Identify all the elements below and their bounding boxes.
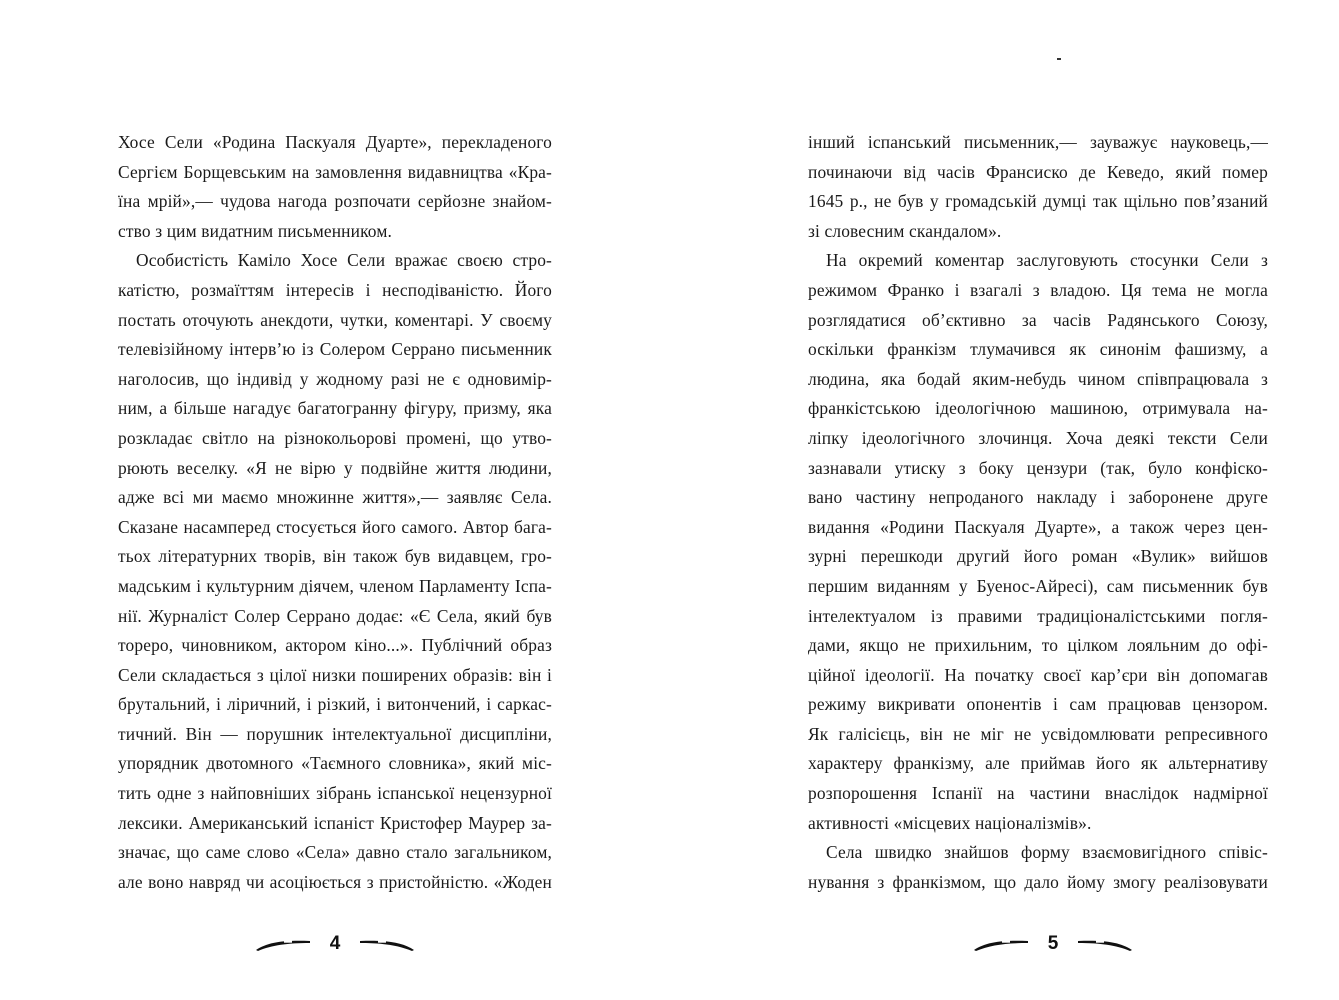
text-line: характеру франкізму, але приймав його як альтернативу (808, 753, 1268, 774)
text-line: франкістською ідеологічною машиною, отримувала на- (808, 398, 1268, 419)
text-line: наголосив, що індивід у жодному разі не є одновимір- (118, 368, 552, 389)
text-line: зазнавали утиску з боку цензури (так, було конфіско- (808, 457, 1268, 478)
text-line: мадським і культурним діячем, членом Парламенту Іспа- (118, 575, 552, 596)
text-line: їна мрій»,— чудова нагода розпочати серйозне знайом- (118, 191, 552, 212)
text-line: ційної ідеології. На початку своєї кар’єри він допомагав (808, 664, 1268, 685)
page-number: 5 (1047, 933, 1059, 954)
text-line: ним, а більше нагадує багатогранну фігуру, призму, яка (118, 398, 552, 419)
page-number: 4 (329, 933, 341, 954)
text-line: ліпку ідеологічного злочинця. Хоча деякі тексти Сели (808, 427, 1268, 448)
text-line: людина, яка бодай яким-небудь чином співпрацювала з (808, 368, 1268, 389)
text-line: катістю, розмаїттям інтересів і несподіваністю. Його (118, 279, 552, 300)
text-line: першим виданням у Буенос-Айресі), сам письменник був (808, 575, 1268, 596)
text-line: видання «Родини Паскуаля Дуарте», а також через цен- (808, 516, 1268, 537)
scan-speck (1057, 58, 1061, 60)
text-line: Хосе Сели «Родина Паскуаля Дуарте», перекладеного (118, 132, 552, 152)
left-page-folio (250, 927, 420, 961)
text-line: телевізійному інтерв’ю із Солером Серрано письменник (118, 339, 552, 360)
swash-flourish-icon (358, 936, 416, 952)
text-line: дами, якщо не прихильним, то цілком лояльним до офі- (808, 635, 1268, 656)
right-page (808, 128, 1268, 897)
text-line: тичний. Він — порушник інтелектуальної дисципліни, (118, 723, 552, 744)
text-line: тьох літературних творів, він також був видавцем, гро- (118, 546, 552, 567)
text-line: зурні перешкоди другий його роман «Вулик» вийшов (808, 546, 1268, 567)
text-line: Особистість Каміло Хосе Сели вражає своєю стро- (136, 250, 552, 271)
text-line: режимом Франко і взагалі з владою. Ця тема не могла (808, 279, 1268, 300)
left-page (118, 128, 552, 897)
text-line: розкладає світло на різнокольорові промені, що утво- (118, 427, 552, 448)
swash-flourish-icon (254, 936, 312, 952)
text-line: Як галісієць, він не міг не усвідомлювати репресивного (808, 723, 1268, 744)
text-line: нування з франкізмом, що дало йому змогу реалізовувати (808, 871, 1268, 892)
text-line: зі словесним скандалом». (808, 220, 1002, 241)
text-line: режиму викривати опонентів і сам працював цензором. (808, 694, 1268, 715)
text-line: лексики. Американський іспаніст Кристофер Маурер за- (118, 812, 552, 833)
text-line: вано частину непроданого накладу і заборонене друге (808, 487, 1268, 508)
text-line: постать оточують анекдоти, чутки, коментарі. У своєму (118, 309, 552, 330)
text-line: тить одне з найповніших зібрань іспанської нецензурної (118, 783, 552, 804)
text-line: нії. Журналіст Солер Серрано додає: «Є Села, який був (118, 605, 552, 626)
text-line: ство з цим видатним письменником. (118, 220, 392, 241)
text-line: значає, що саме слово «Села» давно стало загальником, (118, 842, 552, 863)
text-line: Села швидко знайшов форму взаємовигідного співіс- (826, 842, 1268, 863)
text-line: інтелектуалом із правими традиціоналістськими погля- (808, 605, 1268, 626)
text-line: розглядатися об’єктивно за часів Радянського Союзу, (808, 309, 1268, 330)
text-line: брутальний, і ліричний, і різкий, і витончений, і саркас- (118, 694, 552, 715)
text-line: рюють веселку. «Я не вірю у подвійне життя людини, (118, 457, 552, 478)
text-line: упорядник двотомного «Таємного словника», який міс- (118, 753, 552, 774)
text-line: розпорошення Іспанії на частини внаслідок надмірної (808, 783, 1268, 804)
text-line: активності «місцевих націоналізмів». (808, 812, 1092, 833)
right-page-folio (968, 927, 1138, 961)
text-line: 1645 р., не був у громадській думці так щільно пов’язаний (808, 191, 1268, 212)
text-line: адже всі ми маємо множинне життя»,— заявляє Села. (118, 487, 552, 508)
text-line: але воно навряд чи асоціюється з пристойністю. «Жоден (118, 871, 552, 892)
text-line: На окремий коментар заслуговують стосунки Сели з (826, 250, 1268, 271)
text-line: тореро, чиновником, актором кіно...». Публічний образ (118, 635, 552, 656)
text-line: Сергієм Борщевським на замовлення видавництва «Кра- (118, 161, 552, 182)
text-line: оскільки франкізм тлумачився як синонім фашизму, а (808, 339, 1268, 360)
text-line: інший іспанський письменник,— зауважує науковець,— (808, 132, 1268, 152)
text-line: починаючи від часів Франсиско де Кеведо, який помер (808, 161, 1268, 182)
swash-flourish-icon (1076, 936, 1134, 952)
swash-flourish-icon (972, 936, 1030, 952)
text-line: Сели складається з цілої низки поширених образів: він і (118, 664, 552, 685)
text-line: Сказане насамперед стосується його самого. Автор бага- (118, 516, 552, 537)
